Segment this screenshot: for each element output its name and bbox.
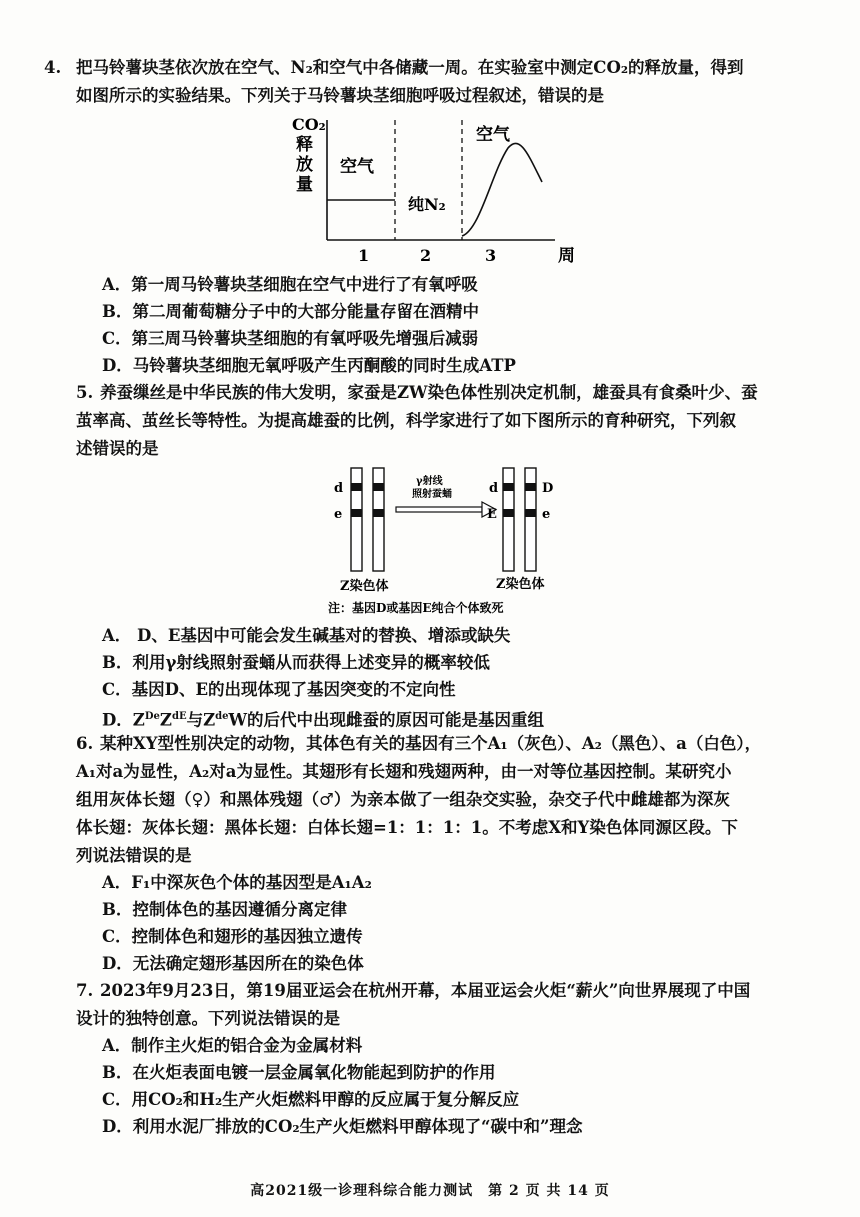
q5-option-d-sup2: dE — [171, 711, 187, 722]
arrow-label-line2: 照射蚕蛹 — [412, 489, 452, 500]
left-band-e-1 — [351, 509, 362, 517]
chart-region-label-n2: 纯N₂ — [408, 195, 446, 214]
q7-stem-line2: 设计的独特创意。下列说法错误的是 — [76, 1009, 340, 1028]
q4-option-b: B．第二周葡萄糖分子中的大部分能量存留在酒精中 — [102, 302, 479, 321]
right-label-E: E — [487, 507, 497, 522]
q7-option-b: B．在火炬表面电镀一层金属氧化物能起到防护的作用 — [102, 1063, 496, 1082]
chart-region-label-air2: 空气 — [476, 125, 510, 145]
right-caption: Z染色体 — [496, 577, 545, 592]
q5-option-d — [102, 706, 544, 732]
q5-stem-line1: 养蚕缫丝是中华民族的伟大发明，家蚕是ZW染色体性别决定机制，雄蚕具有食桑叶少、蚕 — [100, 383, 758, 402]
q4-option-d: D．马铃薯块茎细胞无氧呼吸产生丙酮酸的同时生成ATP — [102, 356, 516, 375]
left-band-d-1 — [351, 483, 362, 491]
q6-stem-line4: 体长翅：灰体长翅：黑体长翅：白体长翅=1：1：1：1。不考虑X和Y染色体同源区段。下 — [76, 818, 738, 837]
q6-stem-line5: 列说法错误的是 — [76, 846, 192, 865]
q5-number: 5. — [76, 383, 94, 402]
q5-option-d-sup1: De — [144, 711, 160, 722]
q5-chromosome-figure — [320, 462, 600, 622]
chart-tick-3: 3 — [485, 246, 497, 265]
figure-note: 注：基因D或基因E纯合个体致死 — [328, 601, 504, 615]
q5-option-d-mid2: 与Z — [186, 710, 216, 730]
page-footer: 高2021级一诊理科综合能力测试 第 2 页 共 14 页 — [250, 1183, 610, 1199]
q4-option-a: A．第一周马铃薯块茎细胞在空气中进行了有氧呼吸 — [102, 275, 478, 294]
arrow-shaft — [396, 507, 482, 512]
q5-option-d-suffix: W的后代中出现雌蚕的原因可能是基因重组 — [228, 710, 545, 730]
chart-ylabel-char1: 释 — [296, 135, 313, 155]
left-label-d: d — [334, 481, 344, 496]
right-band-e-2 — [525, 509, 536, 517]
right-label-e: e — [542, 507, 551, 522]
q7-stem-line1: 2023年9月23日，第19届亚运会在杭州开幕，本届亚运会火炬“薪火”向世界展现了中国 — [100, 981, 751, 1000]
chart-ylabel-char2: 放 — [296, 155, 313, 175]
q6-number: 6. — [76, 734, 94, 753]
chart-region-label-air1: 空气 — [340, 157, 374, 177]
q7-number: 7. — [76, 981, 94, 1000]
q5-option-a: A． D、E基因中可能会发生碱基对的替换、增添或缺失 — [102, 626, 511, 645]
q6-option-c: C．控制体色和翅形的基因独立遗传 — [102, 927, 363, 946]
right-band-d-2 — [525, 483, 536, 491]
right-band-e-1 — [503, 509, 514, 517]
chart-series-week3 — [462, 143, 542, 236]
q5-option-d-sup3: de — [215, 711, 229, 722]
q5-option-d-mid1: Z — [159, 710, 172, 730]
chart-ylabel-char3: 量 — [296, 175, 313, 195]
right-label-d: d — [489, 481, 499, 496]
q6-stem-line3: 组用灰体长翅（♀）和黑体残翅（♂）为亲本做了一组杂交实验，杂交子代中雌雄都为深灰 — [76, 790, 730, 809]
chart-tick-1: 1 — [358, 246, 370, 265]
chart-tick-2: 2 — [420, 246, 432, 265]
q4-option-c: C．第三周马铃薯块茎细胞的有氧呼吸先增强后减弱 — [102, 329, 479, 348]
q6-option-b: B．控制体色的基因遵循分离定律 — [102, 900, 347, 919]
arrow-label-line1: γ射线 — [416, 476, 443, 487]
left-band-d-2 — [373, 483, 384, 491]
left-label-e: e — [334, 507, 343, 522]
q6-option-d: D．无法确定翅形基因所在的染色体 — [102, 954, 364, 973]
q6-stem-line2: A₁对a为显性，A₂对a为显性。其翅形有长翅和残翅两种，由一对等位基因控制。某研究小 — [76, 762, 732, 781]
q5-option-d-prefix: D．Z — [102, 710, 145, 730]
q5-stem-line3: 述错误的是 — [76, 439, 159, 458]
q5-stem-line2: 茧率高、茧丝长等特性。为提高雄蚕的比例，科学家进行了如下图所示的育种研究，下列叙 — [76, 411, 736, 430]
chart-ylabel-co2: CO₂ — [292, 115, 326, 134]
left-band-e-2 — [373, 509, 384, 517]
q4-stem-line2: 如图所示的实验结果。下列关于马铃薯块茎细胞呼吸过程叙述，错误的是 — [76, 86, 604, 105]
q7-option-d: D．利用水泥厂排放的CO₂生产火炬燃料甲醇体现了“碳中和”理念 — [102, 1117, 583, 1136]
q6-option-a: A．F₁中深灰色个体的基因型是A₁A₂ — [102, 873, 372, 892]
q7-option-c: C．用CO₂和H₂生产火炬燃料甲醇的反应属于复分解反应 — [102, 1090, 520, 1109]
right-band-d-1 — [503, 483, 514, 491]
chart-x-label: 周 — [558, 246, 575, 266]
q5-option-c: C．基因D、E的出现体现了基因突变的不定向性 — [102, 680, 456, 699]
q4-co2-chart — [280, 112, 590, 270]
q5-option-b: B．利用γ射线照射蚕蛹从而获得上述变异的概率较低 — [102, 653, 490, 672]
right-label-D: D — [542, 481, 554, 496]
q6-stem-line1: 某种XY型性别决定的动物，其体色有关的基因有三个A₁（灰色）、A₂（黑色）、a（白色）， — [100, 734, 762, 753]
left-caption: Z染色体 — [340, 579, 389, 594]
q7-option-a: A．制作主火炬的铝合金为金属材料 — [102, 1036, 363, 1055]
q4-stem-line1: 把马铃薯块茎依次放在空气、N₂和空气中各储藏一周。在实验室中测定CO₂的释放量，得到 — [76, 58, 744, 77]
q4-number: 4. — [44, 58, 62, 77]
